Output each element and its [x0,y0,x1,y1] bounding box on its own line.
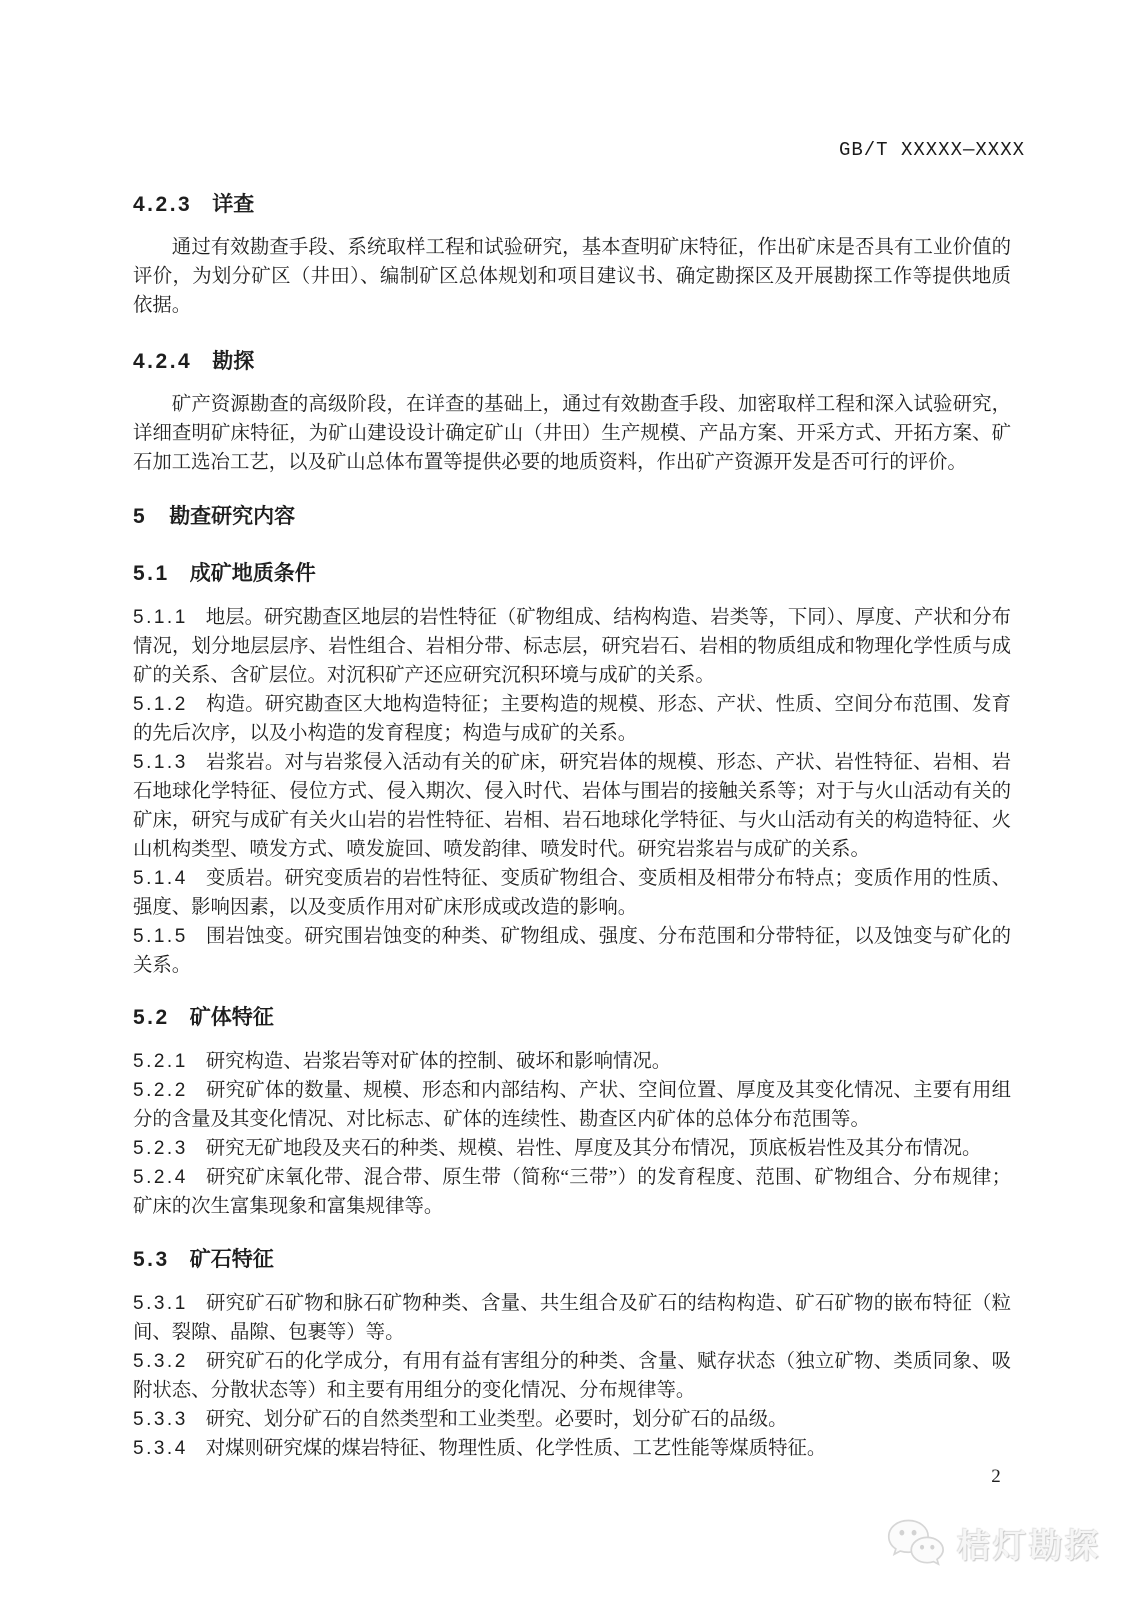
clause-number: 5.1.2 [133,694,188,715]
section-number: 5.1 [133,562,170,585]
clause-text: 研究矿石矿物和脉石矿物种类、含量、共生组合及矿石的结构构造、矿石矿物的嵌布特征（粒间、裂隙、晶隙、包裹等）等。 [133,1293,1011,1343]
wechat-logo-icon [885,1516,945,1570]
document-content [133,190,1011,1463]
clause-5-1-5 [133,922,1011,980]
section-heading-5 [133,502,1011,531]
clause-number: 5.2.3 [133,1138,188,1159]
clause-text: 岩浆岩。对与岩浆侵入活动有关的矿床，研究岩体的规模、形态、产状、岩性特征、岩相、岩石地球化学特征、侵位方式、侵入期次、侵入时代、岩体与围岩的接触关系等；对于与火山活动有关的矿床，研究与成矿有关火山岩的岩性特征、岩相、岩石地球化学特征、与火山活动有关的构造特征、火山机构类型、喷发方式、喷发旋回、喷发韵律、喷发时代。研究岩浆岩与成矿的关系。 [133,752,1011,860]
clause-text: 研究矿体的数量、规模、形态和内部结构、产状、空间位置、厚度及其变化情况、主要有用组分的含量及其变化情况、对比标志、矿体的连续性、勘查区内矿体的总体分布范围等。 [133,1080,1011,1130]
clause-number: 5.1.3 [133,752,188,773]
section-number: 5 [133,505,148,528]
section-title: 勘查研究内容 [169,505,296,528]
clause-text: 对煤则研究煤的煤岩特征、物理性质、化学性质、工艺性能等煤质特征。 [205,1438,827,1459]
clause-text: 围岩蚀变。研究围岩蚀变的种类、矿物组成、强度、分布范围和分带特征，以及蚀变与矿化的关系。 [133,926,1011,976]
clause-number: 5.3.4 [133,1438,188,1459]
clause-number: 5.1.4 [133,868,188,889]
section-heading-5-1 [133,559,1011,588]
page-number: 2 [991,1466,1001,1487]
section-number: 4.2.4 [133,350,193,373]
section-title: 成矿地质条件 [189,562,316,585]
clause-number: 5.2.2 [133,1080,188,1101]
clause-5-1-1 [133,603,1011,690]
clause-5-3-1 [133,1289,1011,1347]
clause-text: 地层。研究勘查区地层的岩性特征（矿物组成、结构构造、岩类等，下同）、厚度、产状和分布情况，划分地层层序、岩性组合、岩相分带、标志层，研究岩石、岩相的物质组成和物理化学性质与成矿的关系、含矿层位。对沉积矿产还应研究沉积环境与成矿的关系。 [133,607,1011,686]
clause-text: 研究矿床氧化带、混合带、原生带（简称“三带”）的发育程度、范围、矿物组合、分布规律；矿床的次生富集现象和富集规律等。 [133,1167,1011,1217]
standard-number-header: GB/T XXXXX—XXXX [838,139,1025,161]
wechat-watermark [885,1516,1101,1570]
clause-5-2-4 [133,1163,1011,1221]
section-number: 5.2 [133,1006,170,1029]
clause-text: 研究、划分矿石的自然类型和工业类型。必要时，划分矿石的品级。 [205,1409,788,1430]
section-heading-5-3 [133,1245,1011,1274]
clause-5-1-3 [133,748,1011,864]
section-title: 矿体特征 [189,1006,274,1029]
clause-number: 5.1.5 [133,926,188,947]
clause-number: 5.2.4 [133,1167,188,1188]
clause-number: 5.2.1 [133,1051,188,1072]
clause-5-2-1 [133,1047,1011,1076]
clause-text: 研究构造、岩浆岩等对矿体的控制、破坏和影响情况。 [205,1051,672,1072]
clause-5-3-4 [133,1434,1011,1463]
watermark-text: 桔灯勘探 [957,1526,1101,1564]
clause-5-2-3 [133,1134,1011,1163]
section-number: 5.3 [133,1248,170,1271]
clause-text: 研究无矿地段及夹石的种类、规模、岩性、厚度及其分布情况，顶底板岩性及其分布情况。 [205,1138,982,1159]
section-title: 详查 [212,193,255,216]
clause-5-1-2 [133,690,1011,748]
clause-text: 变质岩。研究变质岩的岩性特征、变质矿物组合、变质相及相带分布特点；变质作用的性质、强度、影响因素，以及变质作用对矿床形成或改造的影响。 [133,868,1011,918]
clause-5-2-2 [133,1076,1011,1134]
clause-5-3-3 [133,1405,1011,1434]
clause-number: 5.3.3 [133,1409,188,1430]
paragraph-4-2-4: 矿产资源勘查的高级阶段，在详查的基础上，通过有效勘查手段、加密取样工程和深入试验研究，详细查明矿床特征，为矿山建设设计确定矿山（井田）生产规模、产品方案、开采方式、开拓方案、矿石加工选冶工艺，以及矿山总体布置等提供必要的地质资料，作出矿产资源开发是否可行的评价。 [133,394,1011,473]
clause-text: 构造。研究勘查区大地构造特征；主要构造的规模、形态、产状、性质、空间分布范围、发育的先后次序，以及小构造的发育程度；构造与成矿的关系。 [133,694,1011,744]
paragraph-4-2-3: 通过有效勘查手段、系统取样工程和试验研究，基本查明矿床特征，作出矿床是否具有工业价值的评价，为划分矿区（井田）、编制矿区总体规划和项目建议书、确定勘探区及开展勘探工作等提供地质依据。 [133,237,1011,316]
section-number: 4.2.3 [133,193,193,216]
section-heading-5-2 [133,1003,1011,1032]
section-heading-4-2-3 [133,190,1011,219]
section-title: 勘探 [212,350,255,373]
clause-text: 研究矿石的化学成分，有用有益有害组分的种类、含量、赋存状态（独立矿物、类质同象、吸附状态、分散状态等）和主要有用组分的变化情况、分布规律等。 [133,1351,1011,1401]
clause-5-1-4 [133,864,1011,922]
clause-number: 5.1.1 [133,607,188,628]
section-heading-4-2-4 [133,347,1011,376]
clause-number: 5.3.1 [133,1293,188,1314]
clause-5-3-2 [133,1347,1011,1405]
section-title: 矿石特征 [189,1248,274,1271]
clause-number: 5.3.2 [133,1351,188,1372]
